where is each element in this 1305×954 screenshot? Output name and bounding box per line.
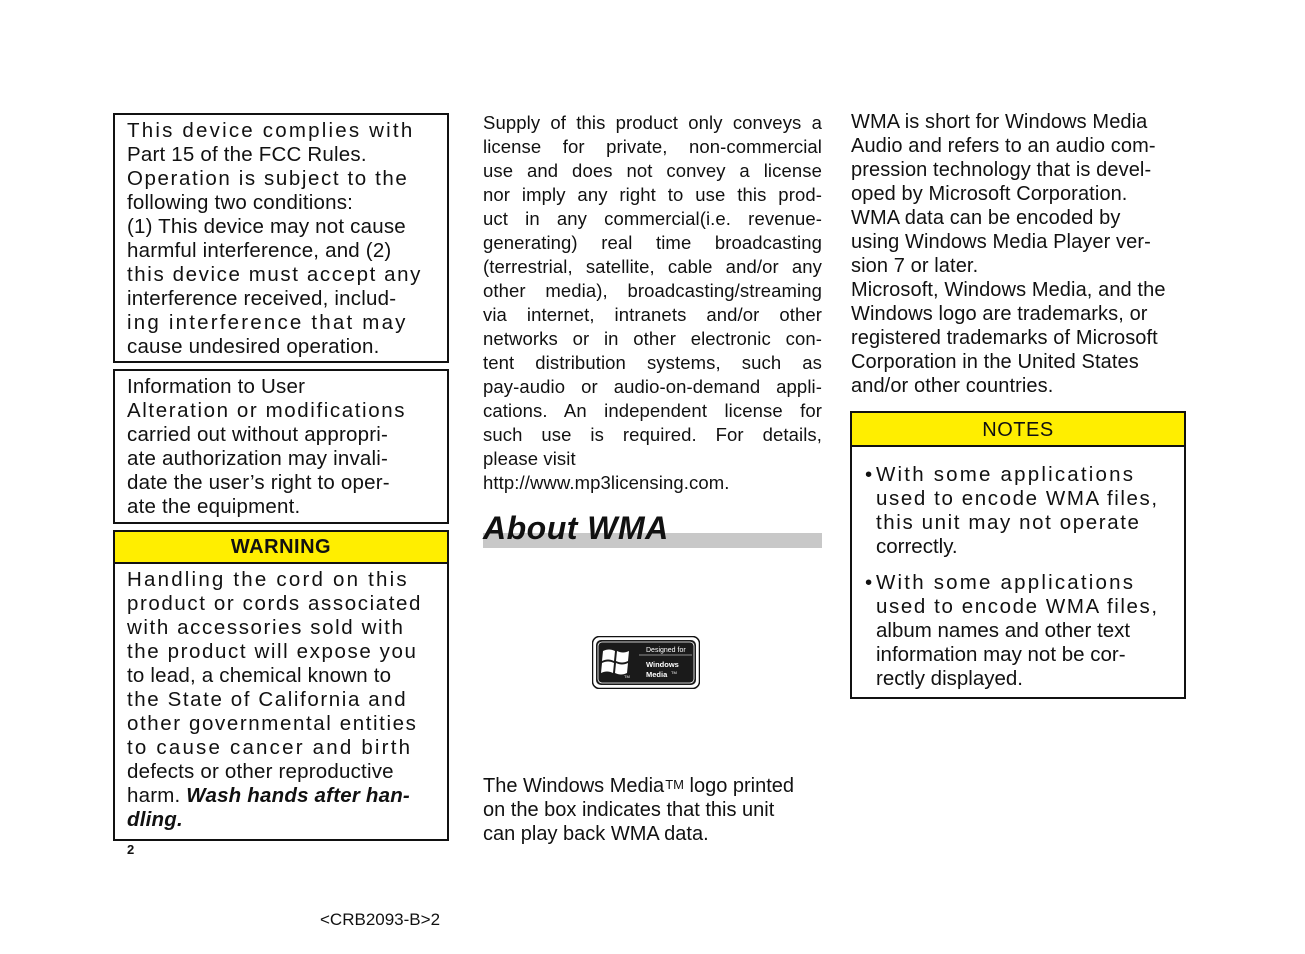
- description-line: WMA is short for Windows Media: [851, 111, 1148, 133]
- warning-line: other governmental entities: [127, 712, 418, 735]
- notes-header: NOTES: [852, 413, 1184, 447]
- info-line: ate the equipment.: [127, 495, 301, 518]
- info-line: Information to User: [127, 375, 306, 398]
- license-line: uct in any commercial(i.e. revenue-: [483, 208, 822, 229]
- license-line: license for private, non-commercial: [483, 136, 822, 157]
- license-line: such use is required. For details,: [483, 424, 822, 445]
- note-line: With some applications: [876, 463, 1136, 486]
- logo-tm-mark: TM: [671, 670, 677, 675]
- license-line: via internet, intranets and/or other: [483, 304, 822, 325]
- bullet-icon: •: [865, 463, 873, 486]
- warning-line: with accessories sold with: [127, 616, 405, 639]
- note-line: With some applications: [876, 571, 1136, 594]
- caption-line: on the box indicates that this unit: [483, 799, 775, 821]
- bullet-icon: •: [865, 571, 873, 594]
- logo-windows-text: Windows: [646, 660, 679, 669]
- section-title: About WMA: [483, 510, 669, 546]
- notes-box: [850, 411, 1186, 699]
- note-line: album names and other text: [876, 619, 1131, 642]
- fcc-compliance-text: [115, 115, 447, 365]
- warning-line: [127, 784, 437, 808]
- description-line: Windows logo are trademarks, or: [851, 303, 1148, 325]
- note-line: used to encode WMA files,: [876, 487, 1159, 510]
- warning-line: defects or other reproductive: [127, 760, 394, 783]
- fcc-line: this device must accept any: [127, 263, 423, 286]
- description-line: Corporation in the United States: [851, 351, 1139, 373]
- warning-box: [113, 530, 449, 841]
- fcc-line: This device complies with: [127, 119, 415, 142]
- mp3-license-notice: [483, 111, 822, 495]
- user-information-box: [113, 369, 449, 524]
- warning-line: Handling the cord on this: [127, 568, 409, 591]
- fcc-line: ing interference that may: [127, 311, 408, 334]
- note-line: correctly.: [876, 535, 958, 558]
- warning-line: dling.: [127, 808, 183, 831]
- description-line: oped by Microsoft Corporation.: [851, 183, 1128, 205]
- warning-line: the product will expose you: [127, 640, 418, 663]
- description-line: sion 7 or later.: [851, 255, 979, 277]
- logo-media-text: Media: [646, 670, 668, 679]
- info-line: ate authorization may invali-: [127, 447, 389, 470]
- about-wma-heading: [483, 508, 822, 552]
- note-line: this unit may not operate: [876, 511, 1141, 534]
- warning-line: product or cords associated: [127, 592, 423, 615]
- note-item: [852, 463, 1184, 559]
- fcc-compliance-box: [113, 113, 449, 363]
- fcc-line: harmful interference, and (2): [127, 239, 392, 262]
- warning-harm-text: harm.: [127, 784, 187, 807]
- fcc-line: Operation is subject to the: [127, 167, 409, 190]
- note-line: information may not be cor-: [876, 643, 1126, 666]
- license-line: tent distribution systems, such as: [483, 352, 822, 373]
- license-line: nor imply any right to use this prod-: [483, 184, 822, 205]
- license-line: Supply of this product only conveys a: [483, 112, 822, 133]
- info-line: carried out without appropri-: [127, 423, 389, 446]
- description-line: registered trademarks of Microsoft: [851, 327, 1158, 349]
- info-line: Alteration or modifications: [127, 399, 407, 422]
- license-line: use and does not convey a license: [483, 160, 822, 181]
- caption-line: can play back WMA data.: [483, 823, 709, 845]
- description-line: Microsoft, Windows Media, and the: [851, 279, 1166, 301]
- description-line: pression technology that is devel-: [851, 159, 1152, 181]
- fcc-line: following two conditions:: [127, 191, 354, 214]
- warning-text: [115, 564, 447, 838]
- user-information-text: [115, 371, 447, 525]
- wash-hands-emphasis: Wash hands after han-: [186, 784, 410, 807]
- wma-description: [851, 110, 1196, 398]
- description-line: WMA data can be encoded by: [851, 207, 1121, 229]
- license-url: http://www.mp3licensing.com.: [483, 472, 730, 493]
- warning-line: to cause cancer and birth: [127, 736, 413, 759]
- description-line: Audio and refers to an audio com-: [851, 135, 1156, 157]
- note-line: rectly displayed.: [876, 667, 1023, 690]
- warning-header: WARNING: [115, 532, 447, 564]
- document-code: <CRB2093-B>2: [320, 910, 441, 929]
- license-line: cations. An independent license for: [483, 400, 822, 421]
- license-line: please visit: [483, 448, 576, 469]
- fcc-line: (1) This device may not cause: [127, 215, 406, 238]
- license-line: (terrestrial, satellite, cable and/or any: [483, 256, 822, 277]
- warning-line: to lead, a chemical known to: [127, 664, 392, 687]
- trademark-mark: TM: [665, 777, 684, 792]
- caption-suffix: logo printed: [683, 775, 795, 797]
- license-line: networks or in other electronic con-: [483, 328, 822, 349]
- note-item: [852, 571, 1184, 691]
- fcc-line: cause undesired operation.: [127, 335, 380, 358]
- fcc-line: interference received, includ-: [127, 287, 397, 310]
- warning-line: the State of California and: [127, 688, 408, 711]
- designed-for-windows-media-logo: [592, 636, 700, 689]
- logo-tm-mark-flag: TM: [624, 674, 630, 679]
- logo-designed-for-text: Designed for: [646, 647, 686, 654]
- wma-logo-caption: [483, 773, 828, 846]
- info-line: date the user’s right to oper-: [127, 471, 390, 494]
- description-line: and/or other countries.: [851, 375, 1054, 397]
- page-number: 2: [127, 842, 135, 857]
- license-line: pay-audio or audio-on-demand appli-: [483, 376, 822, 397]
- fcc-line: Part 15 of the FCC Rules.: [127, 143, 367, 166]
- caption-prefix: The Windows Media: [483, 775, 665, 797]
- description-line: using Windows Media Player ver-: [851, 231, 1151, 253]
- license-line: generating) real time broadcasting: [483, 232, 822, 253]
- license-line: other media), broadcasting/streaming: [483, 280, 822, 301]
- note-line: used to encode WMA files,: [876, 595, 1159, 618]
- caption-line: [483, 773, 828, 798]
